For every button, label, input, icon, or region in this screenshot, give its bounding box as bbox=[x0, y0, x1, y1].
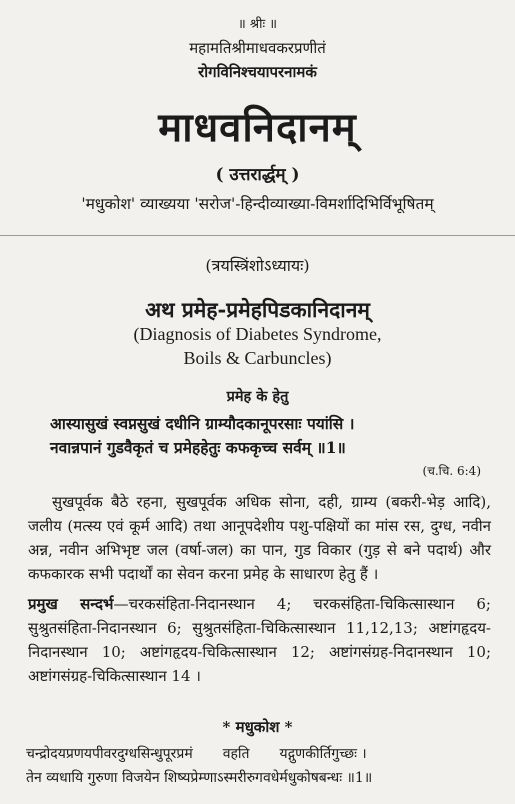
verse-line-2: नवान्नपानं गुडवैकृतं च प्रमेहहेतुः कफकृच्च सर्वम् ॥1॥ bbox=[50, 438, 346, 457]
sloka-line-1-part-b: वहति bbox=[222, 746, 250, 762]
divider-rule bbox=[0, 235, 515, 236]
sloka-line-1-part-a: चन्द्रोदयप्रणयपीवरदुग्धसिन्धुपूरप्रमं bbox=[26, 746, 193, 762]
verse-reference: (च.चि. 6:4) bbox=[422, 464, 481, 478]
sloka-line-1 bbox=[26, 744, 492, 763]
verse-line-1: आस्यासुखं स्वप्नसुखं दधीनि ग्राम्यौदकानूपरसाः पयांसि । bbox=[50, 414, 355, 433]
sloka-line-1-part-c: यद्गुणकीर्तिगुच्छः । bbox=[279, 746, 367, 762]
invocation-text: ॥ श्रीः ॥ bbox=[237, 17, 278, 32]
author-line: महामतिश्रीमाधवकरप्रणीतं bbox=[189, 39, 326, 57]
sloka-line-2: तेन व्यधायि गुरुणा विजयेन शिष्यप्रेम्णाऽस्मरीरुगवधेर्मधुकोषबन्धः ॥1॥ bbox=[26, 770, 373, 786]
references-lead: प्रमुख सन्दर्भ bbox=[28, 595, 114, 613]
causes-heading: प्रमेह के हेतु bbox=[226, 388, 289, 405]
references-text: —चरकसंहिता-निदानस्थान 4; चरकसंहिता-चिकित्सास्थान 6; सुश्रुतसंहिता-निदानस्थान 6; सुश्रुतसंहिता-चिकित्सास्थान 11,12,13; अष्टांगहृदय-निदानस्थान 10; अष्टांगहृदय-चिकित्सास्थान 12; अष्टांगसंग्रह-निदानस्थान 10; अष्टांगसंग्रह-चिकित्सास्थान 14 । bbox=[28, 595, 491, 685]
explanation-paragraph: सुखपूर्वक बैठे रहना, सुखपूर्वक अधिक सोना, दही, ग्राम्य (बकरी-भेड़ आदि), जलीय (मत्स्य एवं कूर्म आदि) तथा आनूपदेशीय पशु-पक्षियों का मांस रस, दुग्ध, नवीन अन्न, नवीन अभिभृष्ट जल (वर्षा-जल) का पान, गुड विकार (गुड़ से बने पदार्थ) और कफकारक सभी पदार्थों का सेवन करना प्रमेह के साधारण हेतु हैं । bbox=[28, 493, 491, 583]
chapter-number: (त्रयस्त्रिंशोऽध्यायः) bbox=[205, 256, 310, 275]
madhukosha-heading: * मधुकोश * bbox=[222, 718, 293, 736]
english-title-line2: Boils & Carbuncles) bbox=[183, 348, 332, 368]
references-paragraph bbox=[28, 592, 491, 688]
alternate-name-line: रोगविनिश्चयापरनामकं bbox=[198, 63, 317, 81]
chapter-title: अथ प्रमेह-प्रमेहपिडकानिदानम् bbox=[145, 297, 370, 322]
commentary-line: 'मधुकोश' व्याख्यया 'सरोज'-हिन्दीव्याख्या-विमर्शादिभिर्विभूषितम् bbox=[81, 195, 434, 213]
english-title-line1: (Diagnosis of Diabetes Syndrome, bbox=[133, 324, 382, 344]
book-title: माधवनिदानम् bbox=[158, 104, 357, 151]
volume-label: ( उत्तरार्द्धम् ) bbox=[215, 165, 300, 185]
